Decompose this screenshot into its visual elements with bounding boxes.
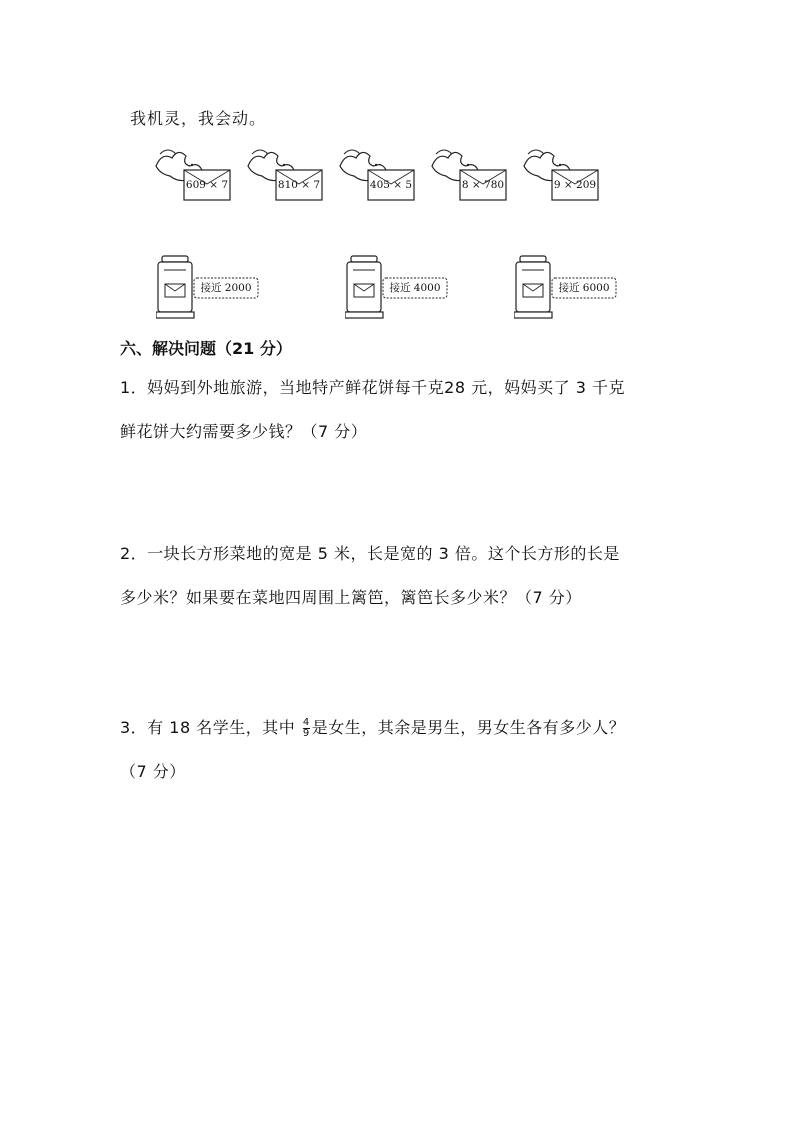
question-3 — [120, 706, 680, 794]
dove-envelope-5 — [520, 144, 620, 206]
question-3-prefix: 3．有 18 名学生，其中 — [120, 718, 296, 737]
dove-envelope-2 — [244, 144, 344, 206]
question-1 — [120, 366, 680, 454]
mailbox-label: 接近 2000 — [200, 282, 252, 294]
envelope-expression: 9 × 209 — [553, 179, 597, 191]
mailbox-label: 接近 6000 — [558, 282, 610, 294]
question-2 — [120, 532, 680, 620]
question-1-line-2: 鲜花饼大约需要多少钱？（7 分） — [120, 422, 368, 441]
envelope-expression: 405 × 5 — [369, 179, 413, 191]
mailbox-label: 接近 4000 — [389, 282, 441, 294]
envelope-expression: 609 × 7 — [185, 179, 229, 191]
mailbox-2 — [345, 254, 455, 324]
question-2-line-2: 多少米？如果要在菜地四周围上篱笆，篱笆长多少米？（7 分） — [120, 588, 582, 607]
section-title: 六、解决问题（21 分） — [120, 339, 292, 358]
dove-envelope-1 — [152, 144, 252, 206]
question-3-line-1 — [120, 706, 680, 750]
dove-envelope-4 — [428, 144, 528, 206]
question-3-suffix: 是女生，其余是男生，男女生各有多少人？ — [311, 718, 626, 737]
fraction-denominator: 9 — [302, 728, 310, 739]
mailbox-1 — [156, 254, 266, 324]
question-3-line-2: （7 分） — [120, 762, 186, 781]
fraction — [303, 718, 310, 739]
question-1-line-1: 1．妈妈到外地旅游，当地特产鲜花饼每千克28 元，妈妈买了 3 千克 — [120, 378, 625, 397]
envelope-expression: 810 × 7 — [277, 179, 321, 191]
intro-text: 我机灵，我会动。 — [130, 109, 267, 128]
envelope-expression: 8 × 780 — [461, 179, 505, 191]
dove-envelope-3 — [336, 144, 436, 206]
question-2-line-1: 2．一块长方形菜地的宽是 5 米，长是宽的 3 倍。这个长方形的长是 — [120, 544, 620, 563]
mailbox-3 — [514, 254, 624, 324]
fraction-numerator: 4 — [302, 717, 310, 728]
